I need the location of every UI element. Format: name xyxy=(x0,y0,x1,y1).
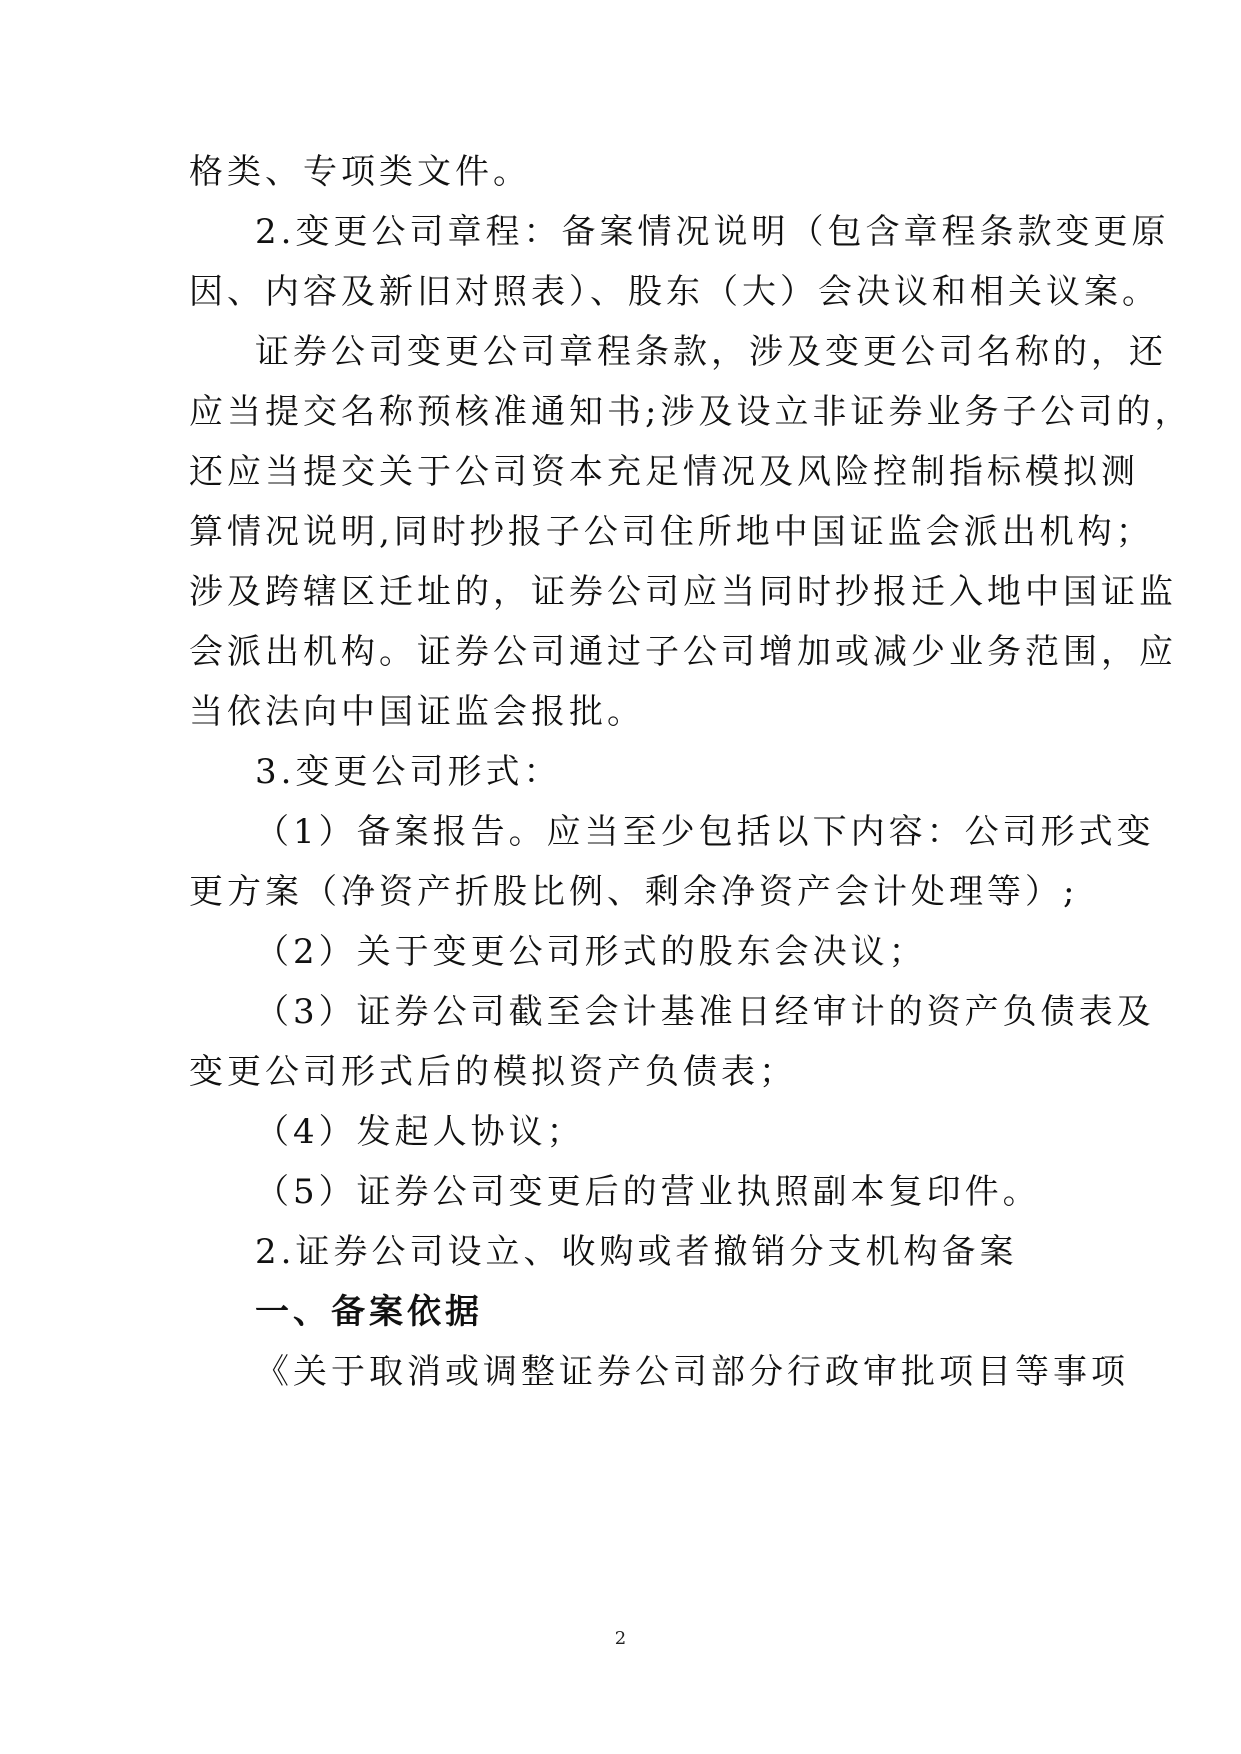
item-2-change-articles: 2.变更公司章程：备案情况说明（包含章程条款变更原 xyxy=(255,212,1170,252)
text-line-8: 涉及跨辖区迁址的，证券公司应当同时抄报迁入地中国证监 xyxy=(189,572,1177,612)
text-line-1: 格类、专项类文件。 xyxy=(189,152,531,192)
paragraph-articles-change: 证券公司变更公司章程条款，涉及变更公司名称的，还 xyxy=(255,332,1167,372)
text-line-16: 变更公司形式后的模拟资产负债表； xyxy=(189,1052,797,1092)
text-line-21: 《关于取消或调整证券公司部分行政审批项目等事项 xyxy=(255,1352,1129,1392)
text-line-5: 应当提交名称预核准通知书;涉及设立非证券业务子公司的， xyxy=(189,392,1193,432)
sub-item-5: （5）证券公司变更后的营业执照副本复印件。 xyxy=(255,1172,1041,1212)
page-number: 2 xyxy=(614,1628,627,1649)
section-title-branch-filing: 2.证券公司设立、收购或者撤销分支机构备案 xyxy=(255,1232,1018,1272)
sub-item-3: （3）证券公司截至会计基准日经审计的资产负债表及 xyxy=(255,992,1155,1032)
text-line-13: 更方案（净资产折股比例、剩余净资产会计处理等）; xyxy=(189,872,1079,912)
text-line-10: 当依法向中国证监会报批。 xyxy=(189,692,645,732)
item-3-change-form: 3.变更公司形式： xyxy=(255,752,562,792)
text-line-6: 还应当提交关于公司资本充足情况及风险控制指标模拟测 xyxy=(189,452,1139,492)
text-line-9: 会派出机构。证券公司通过子公司增加或减少业务范围，应 xyxy=(189,632,1177,672)
heading-filing-basis: 一、备案依据 xyxy=(255,1292,483,1332)
sub-item-4: （4）发起人协议； xyxy=(255,1112,585,1152)
sub-item-2: （2）关于变更公司形式的股东会决议； xyxy=(255,932,927,972)
sub-item-1: （1）备案报告。应当至少包括以下内容：公司形式变 xyxy=(255,812,1155,852)
text-line-3: 因、内容及新旧对照表）、股东（大）会决议和相关议案。 xyxy=(189,272,1160,312)
text-line-7: 算情况说明,同时抄报子公司住所地中国证监会派出机构； xyxy=(189,512,1154,552)
